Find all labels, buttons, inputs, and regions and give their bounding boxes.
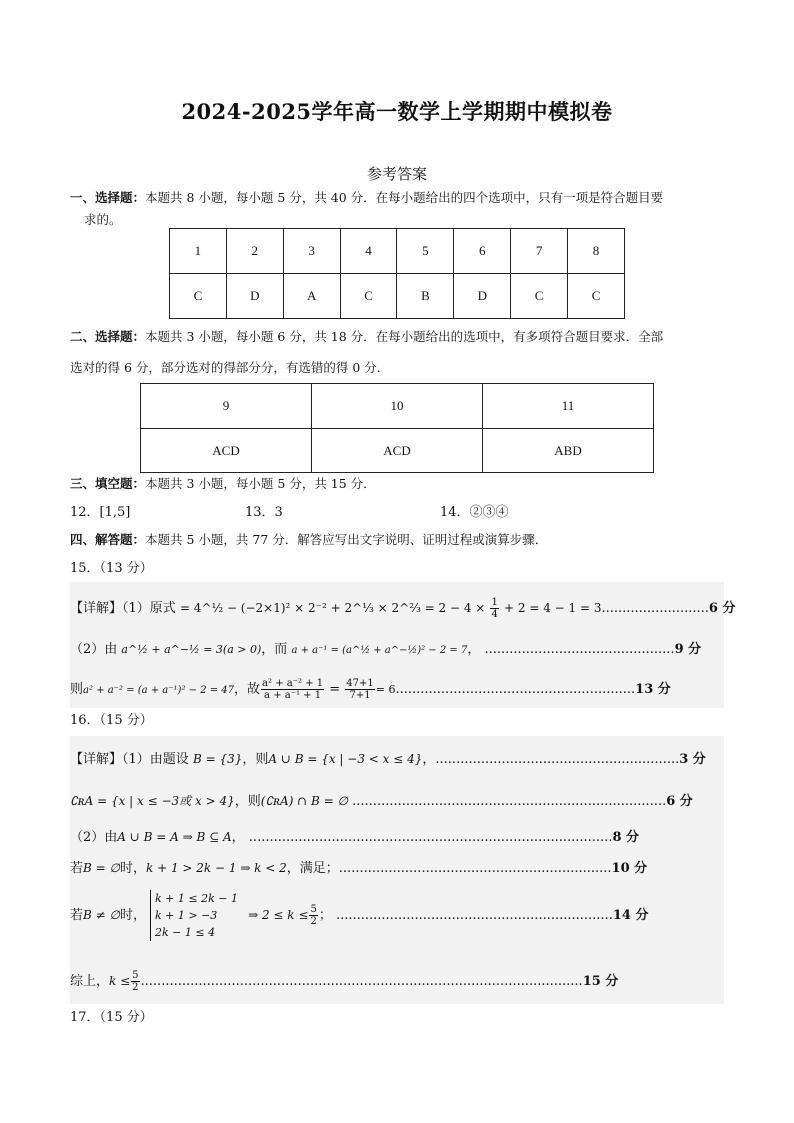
q16-l5-arrow: ⇒ 2 ≤ k ≤ [248,908,309,922]
q16-l1-math2: A ∪ B = {x | −3 < x ≤ 4} [268,752,423,766]
q16-l5-math: B ≠ ∅ [83,908,120,922]
points: 6 分 [708,601,736,616]
q16-l5-end: ； [318,908,332,923]
section2-heading: 二、选择题： [70,329,146,344]
section1-desc: 本题共 8 小题，每小题 5 分，共 40 分．在每小题给出的四个选项中，只有一项是符合题目要 [145,190,664,205]
question-number: 9 [141,384,312,429]
answer-cell: B [397,274,454,319]
page-title: 2024-2025学年高一数学上学期期中模拟卷 [181,99,613,124]
q16-l3-math: A ∪ B = A ⇒ B ⊆ A [117,830,232,844]
q16-l5-pre: 若 [70,908,84,923]
q16-line4 [70,857,647,876]
answer-cell: ACD [141,429,312,473]
q15-l2-math2: a + a⁻¹ = (a^½ + a^−½)² − 2 = 7 [291,645,468,656]
q16-l4-mid: 时， [119,861,146,876]
q15-l3-mid: ，故 [234,682,261,697]
q15-line3: 则a² + a⁻² = (a + a⁻¹)² − 2 = 47，故 $\frac{\text{a² + a⁻² + 1}}{\text{a + a⁻¹ + 1}}$ = $\frac{47+1}{7+1}$ = 6..........................................................13 分 [70,678,671,701]
q16-l6-pre: 综上， [70,974,110,989]
q16-header: 16．（15 分） [70,713,153,728]
fraction-denominator: 2 [310,916,317,927]
answer-14: 14．②③④ [440,505,509,520]
q16-l4-end: ，满足； [286,861,339,876]
fraction [261,678,324,701]
detail-label: 【详解】 [70,752,123,767]
table-row [141,429,654,473]
section1-heading: 一、选择题： [70,190,146,205]
q15-header: 15．（13 分） [70,561,153,576]
q15-l3-post: = 6 [375,683,396,696]
section1-intro [70,188,663,206]
q15-l2-pre: （2）由 [70,642,118,657]
q15-l1-post: + 2 = 4 − 1 = 3 [504,601,602,615]
q15-line2 [70,638,701,657]
q16-l4-pre: 若 [70,861,84,876]
question-number: 7 [511,229,568,274]
answer-12: 12．[1,5] [70,505,131,520]
q15-l3-math: a² + a⁻² = (a + a⁻¹)² − 2 = 47 [83,685,235,696]
points: 8 分 [612,830,640,845]
q15-l2-end: ， [467,642,481,657]
q16-l3-pre: （2）由 [70,830,118,845]
section2-intro [70,327,663,345]
fraction-numerator: a² + a⁻² + 1 [262,678,324,689]
q16-l2-mid: ，则 [234,794,261,809]
fraction-numerator: 5 [310,904,317,915]
table-row [170,229,625,274]
fraction-denominator: 4 [491,609,498,620]
points: 15 分 [582,974,619,989]
fraction-denominator: 7+1 [349,690,371,701]
question-number: 6 [454,229,511,274]
q16-l1-end: ， [422,752,436,767]
q16-line1 [70,748,706,767]
section2-desc-cont: 选对的得 6 分，部分选对的得部分分，有选错的得 0 分． [70,360,390,375]
fraction [490,597,498,620]
answer-cell: C [170,274,227,319]
fraction [345,678,374,701]
leader-dots: .......................................................... [395,682,636,697]
system-row: k + 1 ≤ 2k − 1 [155,892,238,905]
q16-l3-end: ， [231,830,245,845]
question-number: 8 [568,229,625,274]
answer-13: 13．3 [245,505,283,520]
leader-dots: ............................................................................ [348,794,667,809]
section4-intro [70,530,547,548]
leader-dots: ........................................................................................ [244,830,613,845]
detail-label: 【详解】 [70,601,123,616]
answer-cell: C [568,274,625,319]
q16-l2-math: ∁ʀA = {x | x ≤ −3或 x > 4} [70,794,235,808]
system-row: k + 1 > −3 [155,909,218,922]
answer-cell: ABD [483,429,654,473]
q16-l2-math2: (∁ʀA) ∩ B = ∅ [260,794,349,808]
section2-answer-table [140,383,654,473]
question-number: 3 [283,229,340,274]
answer-cell: C [340,274,397,319]
section1-desc-cont: 求的。 [84,212,122,227]
question-number: 2 [226,229,283,274]
question-number: 4 [340,229,397,274]
answer-cell: C [511,274,568,319]
section4-desc: 本题共 5 小题，共 77 分．解答应写出文字说明、证明过程或演算步骤． [145,532,548,547]
fraction-numerator: 5 [132,970,139,981]
inequality-system [150,890,238,941]
table-row [170,274,625,319]
leader-dots: ................................................................... [331,908,613,923]
q15-line1 [70,597,736,620]
points: 10 分 [611,861,648,876]
q15-l1-math: = 4^½ − (−2×1)² × 2⁻² + 2^⅓ × 2^⅔ = 2 − 4 × [179,601,486,615]
points: 3 分 [679,752,706,767]
fraction-numerator: 47+1 [346,678,374,689]
question-number: 5 [397,229,454,274]
q16-line5 [70,890,648,941]
answer-key-heading: 参考答案 [366,165,427,183]
section3-intro [70,474,376,492]
answer-cell: ACD [312,429,483,473]
table-row [141,384,654,429]
points: 14 分 [612,908,649,923]
fraction [309,904,317,927]
leader-dots: .......................... [601,601,709,616]
q15-l2-mid: ，而 [261,642,288,657]
q16-line3 [70,826,639,845]
answer-cell: D [226,274,283,319]
points: 13 分 [635,682,671,697]
question-number: 10 [312,384,483,429]
q16-l4-math2: k + 1 > 2k − 1 ⇒ k < 2 [146,861,287,875]
q16-l6-math: k ≤ [109,974,131,988]
q16-l1-pre: （1）由题设 [122,752,189,767]
q17-header: 17．（15 分） [70,1010,153,1025]
q16-l4-math: B = ∅ [83,861,120,875]
answer-cell: A [283,274,340,319]
q16-l5-mid: 时， [119,908,146,923]
q15-l1-pre: （1）原式 [122,601,176,616]
q15-l2-math: a^½ + a^−½ = 3(a > 0) [121,643,262,656]
q16-l1-mid: ，则 [242,752,269,767]
section2-desc: 本题共 3 小题，每小题 6 分，共 18 分．在每小题给出的选项中，有多项符合题目要求．全部 [145,329,664,344]
question-number: 11 [483,384,654,429]
q16-line2 [70,790,693,809]
fraction-numerator: 1 [491,597,498,608]
section4-heading: 四、解答题： [70,532,146,547]
answer-cell: D [454,274,511,319]
q16-l1-math: B = {3} [192,752,243,766]
leader-dots: ........................................................... [435,752,680,767]
q16-line6 [70,970,618,993]
leader-dots: ........................................................................................................... [140,974,583,989]
section1-answer-table [169,228,625,319]
question-number: 1 [170,229,227,274]
q15-l3-pre: 则 [70,682,84,697]
points: 6 分 [666,794,693,809]
fraction [131,970,139,993]
leader-dots: .............................................. [480,642,675,657]
section3-heading: 三、填空题： [70,476,146,491]
fraction-denominator: a + a⁻¹ + 1 [264,690,322,701]
points: 9 分 [674,642,702,657]
system-row: 2k − 1 ≤ 4 [155,926,216,939]
section3-desc: 本题共 3 小题，每小题 5 分，共 15 分． [145,476,376,491]
leader-dots: .................................................................. [338,861,612,876]
fraction-denominator: 2 [132,982,139,993]
